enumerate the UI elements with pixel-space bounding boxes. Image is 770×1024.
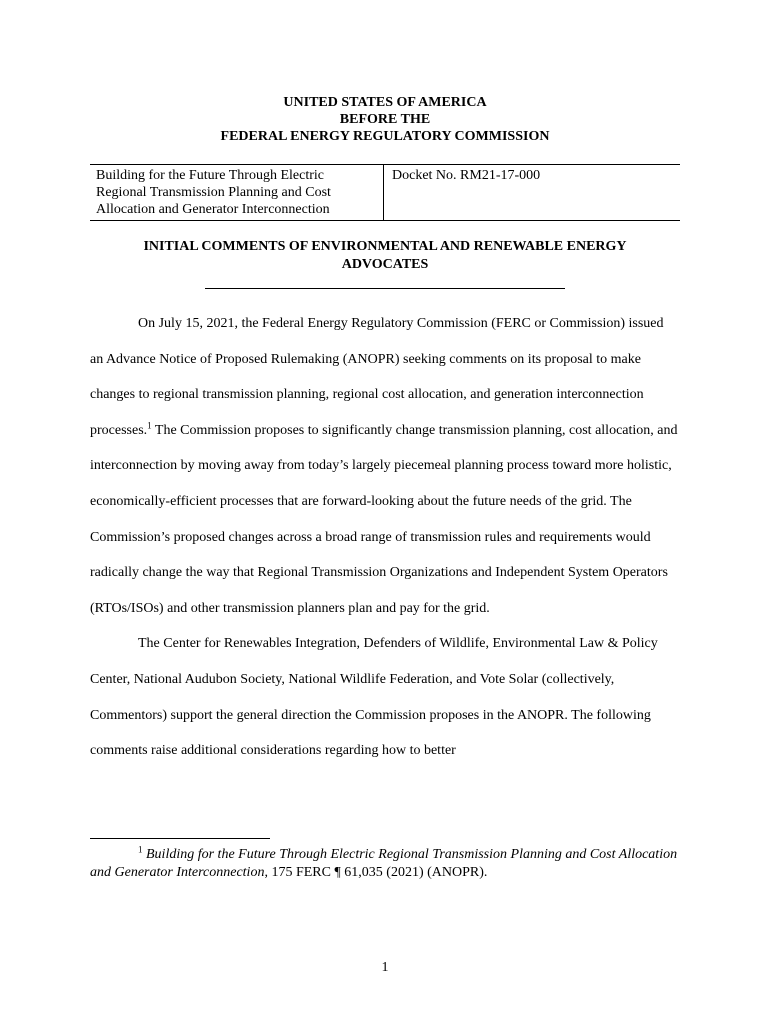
footnote-case-title: Building for the Future Through Electric Regional Transmission Planning and Cost Allocation and Generator Interconnection bbox=[90, 847, 678, 880]
title-underline bbox=[205, 288, 565, 289]
footnote bbox=[90, 846, 680, 882]
filing-title bbox=[90, 238, 680, 274]
paragraph-1-text-cont: The Commission proposes to significantly change transmission planning, cost allocation, and interconnection by moving away from today’s largely piecemeal planning process toward more holistic, economically-efficient processes that are forward-looking about the future needs of the grid. The Commission’s proposed changes across a broad range of transmission rules and requirements would radically change the way that Regional Transmission Organizations and Independent System Operators (RTOs/ISOs) and other transmission planners plan and pay for the grid. bbox=[90, 422, 678, 616]
docket-number: Docket No. RM21-17-000 bbox=[392, 168, 541, 183]
body-text bbox=[90, 306, 680, 769]
footnote-number: 1 bbox=[138, 844, 143, 855]
caption-title-line: Regional Transmission Planning and Cost bbox=[96, 185, 331, 200]
paragraph-1 bbox=[90, 306, 680, 626]
paragraph-2: The Center for Renewables Integration, Defenders of Wildlife, Environmental Law & Policy Center, National Audubon Society, National Wildlife Federation, and Vote Solar (collectively, Commentors) support the general direction the Commission proposes in the ANOPR. The following comments raise additional considerations regarding how to better bbox=[90, 636, 658, 759]
header-line-country: UNITED STATES OF AMERICA bbox=[283, 95, 487, 110]
filing-title-line: ADVOCATES bbox=[341, 257, 429, 272]
header-line-before: BEFORE THE bbox=[339, 112, 431, 127]
footnote-reference: 1 bbox=[147, 420, 152, 431]
paragraph-1-text: On July 15, 2021, the Federal Energy Regulatory Commission (FERC or Commission) issued an Advance Notice of Proposed Rulemaking (ANOPR) seeking comments on its proposal to make changes to regional transmission planning, regional cost allocation, and generation interconnection processes. bbox=[90, 316, 664, 438]
caption-title-line: Allocation and Generator Interconnection bbox=[96, 202, 330, 217]
footnote-separator bbox=[90, 838, 270, 839]
footnote-citation: , 175 FERC ¶ 61,035 (2021) (ANOPR). bbox=[264, 865, 488, 880]
filing-title-line: INITIAL COMMENTS OF ENVIRONMENTAL AND RENEWABLE ENERGY bbox=[143, 239, 627, 254]
page-number: 1 bbox=[381, 960, 389, 975]
caption-proceeding-title bbox=[96, 167, 386, 218]
header-line-commission: FEDERAL ENERGY REGULATORY COMMISSION bbox=[220, 129, 550, 144]
caption-title-line: Building for the Future Through Electric bbox=[96, 168, 324, 183]
document-header bbox=[0, 94, 770, 145]
caption-divider bbox=[383, 165, 384, 220]
case-caption bbox=[90, 164, 680, 221]
